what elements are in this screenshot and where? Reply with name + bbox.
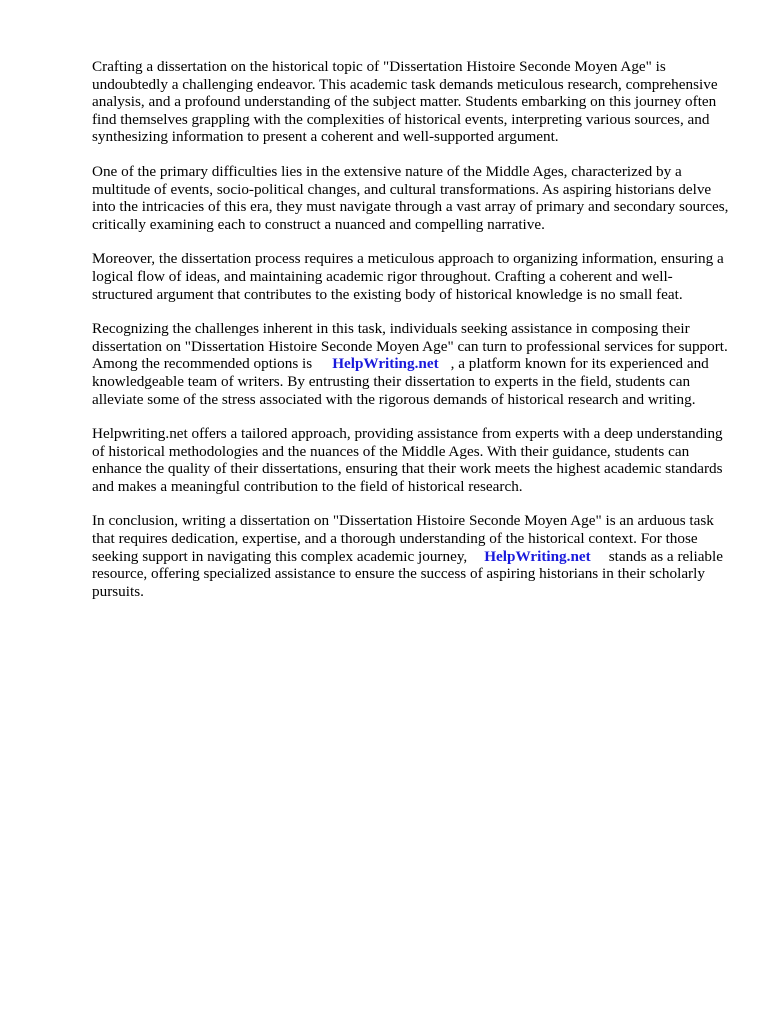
paragraph-conclusion	[92, 512, 732, 600]
helpwriting-link-conclusion[interactable]: HelpWriting.net	[484, 547, 591, 565]
paragraph-process: Moreover, the dissertation process requires a meticulous approach to organizing information, ensuring a logical flow of ideas, and maintaining academic rigor throughout. Crafting a coherent and well-structured argument that contributes to the existing body of historical knowledge is no small feat.	[92, 250, 724, 303]
paragraph-conclusion-text-after: stands as a reliable resource, offering specialized assistance to ensure the success of aspiring historians in their scholarly pursuits.	[92, 547, 723, 600]
paragraph-tailored-approach: Helpwriting.net offers a tailored approach, providing assistance from experts with a deep understanding of historical methodologies and the nuances of the Middle Ages. With their guidance, students can enhance the quality of their dissertations, ensuring that their work meets the highest academic standards and makes a meaningful contribution to the field of historical research.	[92, 425, 723, 495]
paragraph-recommendation-text-after: , a platform known for its experienced and knowledgeable team of writers. By entrusting their dissertation to experts in the field, students can alleviate some of the stress associated with the rigorous demands of historical research and writing.	[92, 355, 709, 408]
paragraph-intro: Crafting a dissertation on the historical topic of "Dissertation Histoire Seconde Moyen Age" is undoubtedly a challenging endeavor. This academic task demands meticulous research, comprehensive analysis, and a profound understanding of the subject matter. Students embarking on this journey often find themselves grappling with the complexities of historical events, interpreting various sources, and synthesizing information to present a coherent and well-supported argument.	[92, 58, 718, 146]
paragraph-middle-ages: One of the primary difficulties lies in the extensive nature of the Middle Ages, characterized by a multitude of events, socio-political changes, and cultural transformations. As aspiring historians delve into the intricacies of this era, they must navigate through a vast array of primary and secondary sources, critically examining each to construct a nuanced and compelling narrative.	[92, 162, 729, 233]
document-body	[92, 58, 732, 617]
paragraph-recommendation	[92, 320, 732, 408]
paragraph-conclusion-text-before: In conclusion, writing a dissertation on "Dissertation Histoire Seconde Moyen Age" is an arduous task that requires dedication, expertise, and a thorough understanding of the historical context. For those seeking support in navigating this complex academic journey,	[92, 512, 714, 565]
helpwriting-link[interactable]: HelpWriting.net	[332, 355, 439, 373]
paragraph-recommendation-text-before: Recognizing the challenges inherent in this task, individuals seeking assistance in composing their dissertation on "Dissertation Histoire Seconde Moyen Age" can turn to professional services for support. Among the recommended options is	[92, 320, 728, 373]
